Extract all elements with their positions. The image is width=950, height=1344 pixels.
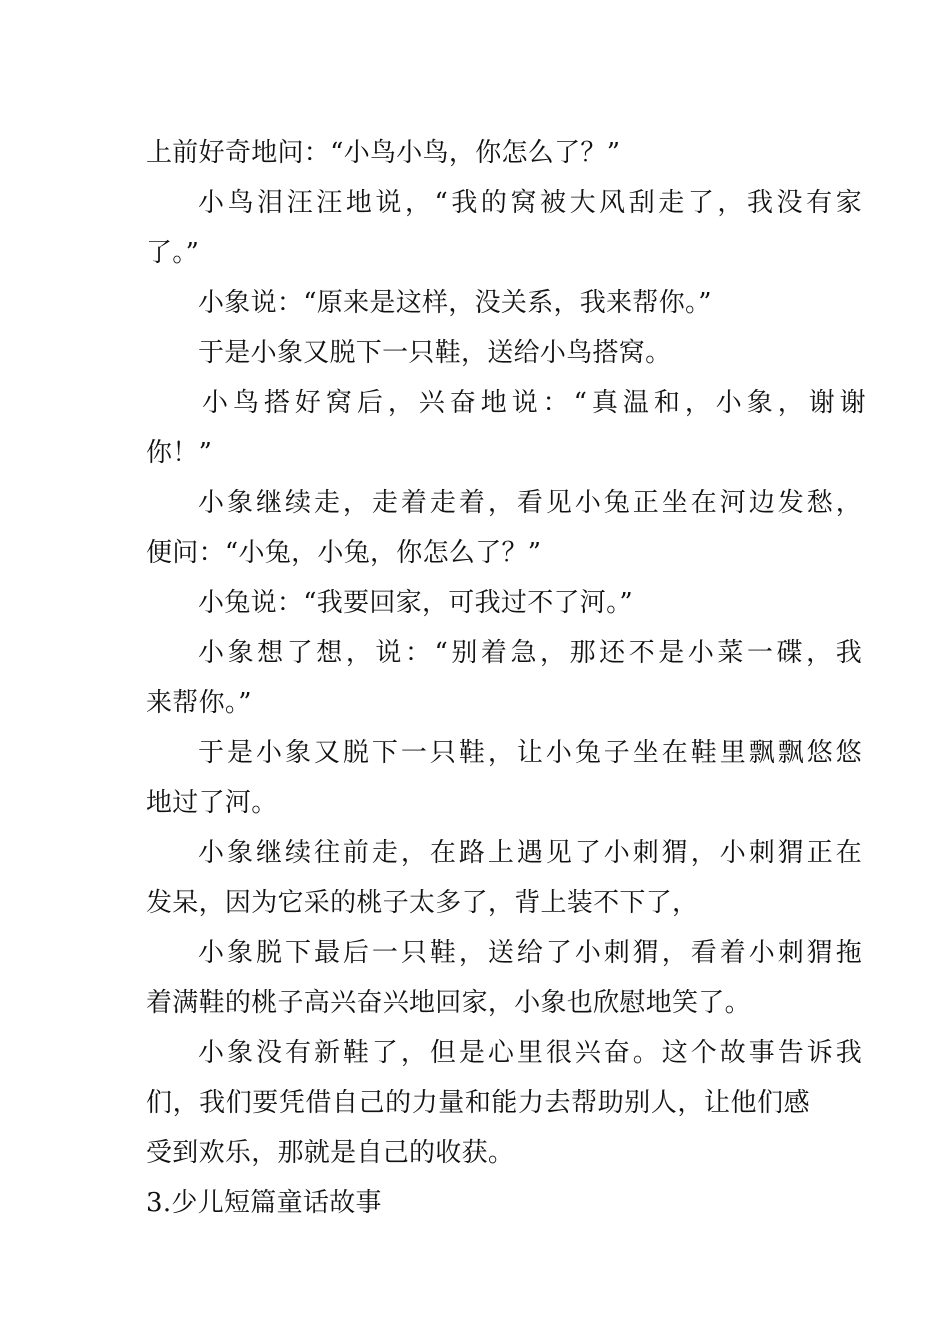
text-line: 你！” [146, 438, 213, 468]
text-line: 便问：“小兔，小兔，你怎么了？” [146, 538, 542, 568]
text-line: 小象继续走，走着走着，看见小兔正坐在河边发愁， [198, 488, 862, 518]
text-line: 小象想了想，说：“别着急，那还不是小菜一碟，我 [198, 638, 862, 668]
text-line: 受到欢乐，那就是自己的收获。 [146, 1138, 515, 1168]
text-line: 着满鞋的桃子高兴奋兴地回家，小象也欣慰地笑了。 [146, 988, 751, 1018]
text-line: 发呆，因为它采的桃子太多了，背上装不下了， [146, 888, 699, 918]
text-line: 小象没有新鞋了，但是心里很兴奋。这个故事告诉我 [198, 1038, 862, 1068]
text-line: 了。” [146, 238, 200, 268]
text-line: 上前好奇地问：“小鸟小鸟，你怎么了？” [146, 138, 621, 168]
text-line: 小象继续往前走，在路上遇见了小刺猬，小刺猬正在 [198, 838, 862, 868]
text-line: 地过了河。 [146, 788, 278, 818]
text-line: 于是小象又脱下一只鞋，送给小鸟搭窝。 [198, 338, 672, 368]
text-line: 们，我们要凭借自己的力量和能力去帮助别人，让他们感 [146, 1088, 810, 1118]
text-line: 小象说：“原来是这样，没关系，我来帮你。” [198, 288, 712, 318]
text-line: 来帮你。” [146, 688, 252, 718]
text-line: 小兔说：“我要回家，可我过不了河。” [198, 588, 633, 618]
section-heading: 3.少儿短篇童话故事 [146, 1188, 382, 1218]
document-body [146, 128, 866, 1228]
text-line: 小象脱下最后一只鞋，送给了小刺猬，看着小刺猬拖 [198, 938, 862, 968]
text-line: 于是小象又脱下一只鞋，让小兔子坐在鞋里飘飘悠悠 [198, 738, 862, 768]
text-line: 小鸟泪汪汪地说，“我的窝被大风刮走了，我没有家 [198, 188, 862, 218]
text-line: 小鸟搭好窝后，兴奋地说：“真温和，小象，谢谢 [202, 388, 866, 418]
